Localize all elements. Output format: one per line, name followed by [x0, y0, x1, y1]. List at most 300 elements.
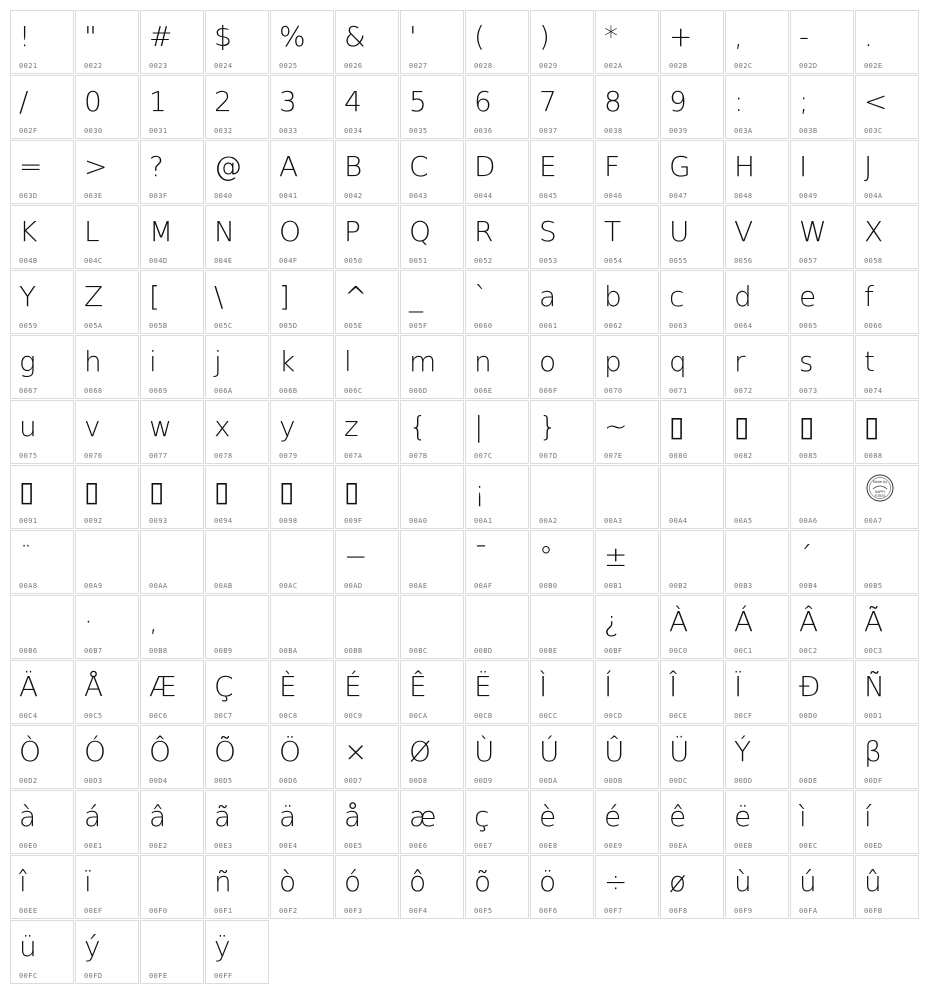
glyph-cell[interactable]: [465, 270, 529, 334]
glyph-char: [791, 466, 855, 518]
glyph-cell[interactable]: [530, 530, 594, 594]
glyph-code: 0027: [409, 62, 428, 70]
glyph-cell[interactable]: [335, 725, 399, 789]
glyph-cell[interactable]: [465, 595, 529, 659]
glyph-cell[interactable]: [270, 725, 334, 789]
glyph-cell[interactable]: [400, 140, 464, 204]
glyph-char: F: [604, 150, 621, 183]
glyph-cell[interactable]: [335, 660, 399, 724]
glyph-char: [: [149, 280, 160, 313]
glyph-char: Ê: [409, 670, 427, 703]
glyph-code: 002A: [604, 62, 623, 70]
glyph-cell[interactable]: [855, 855, 919, 919]
glyph-char: Æ: [149, 670, 177, 703]
glyph-code: 00B2: [669, 582, 688, 590]
glyph-code: 00C6: [149, 712, 168, 720]
glyph-char: [141, 531, 205, 583]
glyph-cell[interactable]: [530, 10, 594, 74]
glyph-cell[interactable]: [75, 790, 139, 854]
glyph-cell[interactable]: [75, 855, 139, 919]
glyph-code: 004E: [214, 257, 233, 265]
glyph-cell[interactable]: [790, 660, 854, 724]
glyph-cell[interactable]: [790, 335, 854, 399]
glyph-cell[interactable]: [725, 855, 789, 919]
glyph-cell[interactable]: [790, 465, 854, 529]
glyph-cell[interactable]: [725, 140, 789, 204]
glyph-cell[interactable]: [660, 855, 724, 919]
glyph-cell[interactable]: [140, 270, 204, 334]
glyph-cell[interactable]: [465, 10, 529, 74]
glyph-char: a: [539, 280, 557, 313]
glyph-char: °: [539, 540, 553, 573]
glyph-cell[interactable]: [660, 140, 724, 204]
glyph-cell[interactable]: [140, 855, 204, 919]
glyph-cell[interactable]: [855, 400, 919, 464]
glyph-code: 0052: [474, 257, 493, 265]
glyph-cell[interactable]: [530, 855, 594, 919]
glyph-cell[interactable]: [855, 205, 919, 269]
glyph-char: à: [19, 800, 37, 833]
glyph-cell[interactable]: [10, 465, 74, 529]
glyph-cell[interactable]: [725, 270, 789, 334]
glyph-cell[interactable]: [335, 270, 399, 334]
glyph-cell[interactable]: [205, 595, 269, 659]
glyph-cell[interactable]: [75, 465, 139, 529]
glyph-cell[interactable]: [270, 335, 334, 399]
glyph-cell[interactable]: [335, 595, 399, 659]
glyph-cell[interactable]: [725, 335, 789, 399]
glyph-cell[interactable]: [205, 725, 269, 789]
glyph-cell[interactable]: [400, 400, 464, 464]
glyph-cell[interactable]: [400, 790, 464, 854]
glyph-code: 0059: [19, 322, 38, 330]
glyph-cell[interactable]: [270, 400, 334, 464]
glyph-cell[interactable]: [725, 75, 789, 139]
glyph-cell[interactable]: [530, 205, 594, 269]
glyph-cell[interactable]: [270, 75, 334, 139]
glyph-char: ú: [799, 865, 817, 898]
glyph-cell[interactable]: [595, 725, 659, 789]
glyph-cell[interactable]: [10, 10, 74, 74]
glyph-char: Ü: [669, 735, 690, 768]
glyph-cell[interactable]: [75, 595, 139, 659]
glyph-cell[interactable]: [530, 75, 594, 139]
glyph-char: z: [344, 410, 359, 443]
glyph-cell[interactable]: [725, 10, 789, 74]
glyph-code: 0063: [669, 322, 688, 330]
glyph-code: 003F: [149, 192, 168, 200]
glyph-code: 00BA: [279, 647, 298, 655]
glyph-char: 5: [409, 85, 427, 118]
glyph-cell[interactable]: [75, 660, 139, 724]
glyph-cell[interactable]: [595, 335, 659, 399]
glyph-cell[interactable]: [660, 725, 724, 789]
glyph-cell[interactable]: [75, 140, 139, 204]
glyph-cell[interactable]: [205, 790, 269, 854]
glyph-cell[interactable]: [400, 855, 464, 919]
glyph-code: 0024: [214, 62, 233, 70]
glyph-cell[interactable]: [725, 660, 789, 724]
glyph-cell[interactable]: [465, 400, 529, 464]
glyph-code: 00A7: [864, 517, 883, 525]
glyph-cell[interactable]: [530, 400, 594, 464]
glyph-cell[interactable]: [205, 205, 269, 269]
glyph-cell[interactable]: [530, 725, 594, 789]
glyph-char: Ñ: [864, 670, 885, 703]
glyph-cell[interactable]: [335, 205, 399, 269]
glyph-cell[interactable]: [140, 530, 204, 594]
glyph-cell[interactable]: [10, 270, 74, 334]
glyph-char: @: [214, 150, 242, 183]
glyph-cell[interactable]: [790, 10, 854, 74]
glyph-cell[interactable]: [10, 140, 74, 204]
glyph-cell[interactable]: [205, 530, 269, 594]
glyph-cell[interactable]: [790, 790, 854, 854]
glyph-cell[interactable]: [725, 465, 789, 529]
glyph-cell[interactable]: [790, 75, 854, 139]
glyph-code: 00DF: [864, 777, 883, 785]
glyph-code: 0085: [799, 452, 818, 460]
glyph-cell[interactable]: [790, 140, 854, 204]
glyph-cell[interactable]: [140, 660, 204, 724]
glyph-cell[interactable]: [725, 790, 789, 854]
glyph-code: 00CE: [669, 712, 688, 720]
glyph-cell[interactable]: [140, 75, 204, 139]
glyph-cell[interactable]: [465, 335, 529, 399]
glyph-char: å: [344, 800, 362, 833]
glyph-code: 00C4: [19, 712, 38, 720]
glyph-code: 00E0: [19, 842, 38, 850]
glyph-cell[interactable]: [725, 725, 789, 789]
glyph-cell[interactable]: [270, 855, 334, 919]
glyph-cell[interactable]: [10, 335, 74, 399]
glyph-cell[interactable]: [855, 270, 919, 334]
glyph-cell[interactable]: [465, 790, 529, 854]
glyph-cell[interactable]: [400, 270, 464, 334]
glyph-char: [401, 466, 465, 518]
glyph-code: 0056: [734, 257, 753, 265]
glyph-char: ì: [799, 800, 807, 833]
glyph-cell[interactable]: [855, 140, 919, 204]
glyph-cell[interactable]: [75, 400, 139, 464]
glyph-code: 00EF: [84, 907, 103, 915]
glyph-cell[interactable]: [595, 465, 659, 529]
glyph-cell[interactable]: [140, 595, 204, 659]
glyph-cell[interactable]: [855, 660, 919, 724]
glyph-cell[interactable]: [335, 530, 399, 594]
glyph-cell[interactable]: [530, 595, 594, 659]
glyph-cell[interactable]: [465, 205, 529, 269]
glyph-cell[interactable]: [270, 465, 334, 529]
glyph-cell[interactable]: [660, 530, 724, 594]
glyph-cell[interactable]: [140, 790, 204, 854]
glyph-cell[interactable]: [790, 205, 854, 269]
glyph-char: Î: [669, 670, 678, 703]
glyph-cell[interactable]: [660, 790, 724, 854]
glyph-cell[interactable]: [205, 270, 269, 334]
glyph-cell[interactable]: [270, 595, 334, 659]
glyph-cell[interactable]: [595, 595, 659, 659]
glyph-cell[interactable]: [595, 530, 659, 594]
glyph-cell[interactable]: [10, 725, 74, 789]
glyph-code: 0066: [864, 322, 883, 330]
glyph-code: 0022: [84, 62, 103, 70]
glyph-char: k: [279, 345, 296, 378]
glyph-cell[interactable]: [400, 75, 464, 139]
glyph-cell[interactable]: [400, 660, 464, 724]
glyph-cell[interactable]: [270, 140, 334, 204]
glyph-code: 00F8: [669, 907, 688, 915]
glyph-cell[interactable]: [140, 335, 204, 399]
glyph-cell[interactable]: [790, 595, 854, 659]
glyph-cell[interactable]: [335, 790, 399, 854]
glyph-cell[interactable]: [790, 270, 854, 334]
glyph-cell[interactable]: [140, 920, 204, 984]
glyph-code: 00DA: [539, 777, 558, 785]
glyph-cell[interactable]: [400, 10, 464, 74]
glyph-char: Ô: [149, 735, 172, 768]
glyph-cell[interactable]: [10, 595, 74, 659]
glyph-cell[interactable]: [660, 205, 724, 269]
glyph-code: 00CA: [409, 712, 428, 720]
glyph-cell[interactable]: [465, 75, 529, 139]
glyph-code: 0048: [734, 192, 753, 200]
glyph-char: ü: [19, 930, 37, 963]
glyph-cell[interactable]: [530, 335, 594, 399]
glyph-char: Ò: [19, 735, 42, 768]
glyph-char: p: [604, 345, 622, 378]
glyph-code: 00A6: [799, 517, 818, 525]
glyph-cell[interactable]: [465, 725, 529, 789]
glyph-cell[interactable]: [205, 10, 269, 74]
glyph-cell[interactable]: [465, 465, 529, 529]
glyph-cell[interactable]: [10, 790, 74, 854]
glyph-cell[interactable]: [725, 400, 789, 464]
glyph-code: 00BF: [604, 647, 623, 655]
glyph-cell[interactable]: [465, 140, 529, 204]
glyph-cell[interactable]: [855, 465, 919, 529]
glyph-cell[interactable]: [660, 660, 724, 724]
glyph-code: 0073: [799, 387, 818, 395]
glyph-cell[interactable]: [725, 530, 789, 594]
glyph-char: Ó: [84, 735, 107, 768]
glyph-cell[interactable]: [75, 530, 139, 594]
glyph-code: 0080: [669, 452, 688, 460]
glyph-cell[interactable]: [530, 270, 594, 334]
glyph-code: 0041: [279, 192, 298, 200]
glyph-cell[interactable]: [140, 140, 204, 204]
glyph-char: Í: [604, 670, 613, 703]
glyph-cell[interactable]: [595, 660, 659, 724]
glyph-cell[interactable]: [335, 465, 399, 529]
glyph-cell[interactable]: [790, 855, 854, 919]
glyph-cell[interactable]: [75, 335, 139, 399]
glyph-cell[interactable]: [660, 400, 724, 464]
glyph-cell[interactable]: [10, 660, 74, 724]
glyph-cell[interactable]: [10, 920, 74, 984]
glyph-cell[interactable]: [140, 465, 204, 529]
glyph-char: m: [409, 345, 437, 378]
glyph-cell[interactable]: [530, 465, 594, 529]
glyph-cell[interactable]: [595, 790, 659, 854]
glyph-cell[interactable]: [855, 335, 919, 399]
glyph-code: 0061: [539, 322, 558, 330]
glyph-cell[interactable]: [335, 10, 399, 74]
glyph-char: c: [669, 280, 685, 313]
glyph-cell[interactable]: [855, 530, 919, 594]
glyph-cell[interactable]: [400, 205, 464, 269]
glyph-cell[interactable]: [205, 75, 269, 139]
glyph-cell[interactable]: [270, 10, 334, 74]
glyph-cell[interactable]: [335, 335, 399, 399]
glyph-char: \: [214, 280, 224, 313]
glyph-code: 00C5: [84, 712, 103, 720]
glyph-char: ,: [149, 605, 158, 638]
glyph-char: }: [539, 410, 557, 443]
glyph-char: ·: [84, 605, 93, 638]
glyph-cell[interactable]: [10, 400, 74, 464]
glyph-cell[interactable]: [205, 400, 269, 464]
glyph-cell[interactable]: [75, 920, 139, 984]
glyph-char: u: [19, 410, 37, 443]
glyph-cell[interactable]: [270, 270, 334, 334]
glyph-cell[interactable]: [400, 595, 464, 659]
glyph-char: +: [669, 20, 693, 53]
glyph-cell[interactable]: [140, 725, 204, 789]
glyph-code: 00A4: [669, 517, 688, 525]
glyph-cell[interactable]: [660, 465, 724, 529]
glyph-cell[interactable]: [335, 140, 399, 204]
glyph-cell[interactable]: [465, 855, 529, 919]
glyph-cell[interactable]: [10, 855, 74, 919]
glyph-cell[interactable]: [725, 595, 789, 659]
glyph-cell[interactable]: [10, 205, 74, 269]
glyph-char: I: [799, 150, 808, 183]
glyph-code: 00B7: [84, 647, 103, 655]
glyph-cell[interactable]: [400, 725, 464, 789]
glyph-cell[interactable]: [205, 335, 269, 399]
glyph-code: 0035: [409, 127, 428, 135]
glyph-cell[interactable]: [270, 790, 334, 854]
glyph-cell[interactable]: [855, 75, 919, 139]
glyph-code: 00BD: [474, 647, 493, 655]
glyph-cell[interactable]: [465, 530, 529, 594]
glyph-cell[interactable]: [205, 465, 269, 529]
glyph-cell[interactable]: [660, 75, 724, 139]
glyph-cell[interactable]: [140, 400, 204, 464]
glyph-cell[interactable]: [530, 140, 594, 204]
glyph-code: 0023: [149, 62, 168, 70]
glyph-cell[interactable]: [10, 530, 74, 594]
glyph-cell[interactable]: [725, 205, 789, 269]
glyph-code: 0025: [279, 62, 298, 70]
glyph-code: 00D3: [84, 777, 103, 785]
glyph-cell[interactable]: [75, 270, 139, 334]
glyph-cell[interactable]: [205, 920, 269, 984]
glyph-cell[interactable]: [595, 10, 659, 74]
glyph-cell[interactable]: [400, 530, 464, 594]
glyph-code: 00A9: [84, 582, 103, 590]
glyph-cell[interactable]: [75, 205, 139, 269]
glyph-cell[interactable]: [270, 660, 334, 724]
glyph-cell[interactable]: [790, 725, 854, 789]
glyph-code: 00C3: [864, 647, 883, 655]
glyph-cell[interactable]: [75, 75, 139, 139]
glyph-cell[interactable]: [660, 10, 724, 74]
glyph-cell[interactable]: [335, 75, 399, 139]
glyph-code: 00D9: [474, 777, 493, 785]
glyph-cell[interactable]: [855, 725, 919, 789]
glyph-cell[interactable]: [595, 855, 659, 919]
glyph-code: 0049: [799, 192, 818, 200]
glyph-char: ¿: [604, 605, 620, 638]
glyph-code: 007A: [344, 452, 363, 460]
glyph-cell[interactable]: [400, 465, 464, 529]
glyph-cell[interactable]: [270, 530, 334, 594]
glyph-code: 002D: [799, 62, 818, 70]
glyph-char: Ç: [214, 670, 234, 703]
glyph-cell[interactable]: [75, 10, 139, 74]
glyph-char: [661, 466, 725, 518]
glyph-code: 00AF: [474, 582, 493, 590]
glyph-cell[interactable]: [855, 595, 919, 659]
glyph-cell[interactable]: [75, 725, 139, 789]
glyph-cell[interactable]: [335, 855, 399, 919]
glyph-cell[interactable]: [595, 205, 659, 269]
glyph-cell[interactable]: [595, 75, 659, 139]
glyph-char: T: [604, 215, 622, 248]
glyph-cell[interactable]: [205, 660, 269, 724]
glyph-code: 0047: [669, 192, 688, 200]
glyph-code: 00A3: [604, 517, 623, 525]
glyph-cell[interactable]: [595, 140, 659, 204]
glyph-code: 0065: [799, 322, 818, 330]
glyph-cell[interactable]: [595, 400, 659, 464]
glyph-char: S: [539, 215, 557, 248]
glyph-cell[interactable]: [660, 270, 724, 334]
glyph-cell[interactable]: [790, 400, 854, 464]
glyph-cell[interactable]: [855, 10, 919, 74]
glyph-cell[interactable]: [465, 660, 529, 724]
glyph-code: 00AB: [214, 582, 233, 590]
glyph-cell[interactable]: [530, 790, 594, 854]
glyph-cell[interactable]: [270, 205, 334, 269]
glyph-char: ë: [734, 800, 752, 833]
glyph-cell[interactable]: [140, 10, 204, 74]
glyph-code: 002F: [19, 127, 38, 135]
glyph-cell[interactable]: [400, 335, 464, 399]
glyph-cell[interactable]: [205, 140, 269, 204]
glyph-char: Û: [604, 735, 625, 768]
glyph-cell[interactable]: [595, 270, 659, 334]
glyph-char: [336, 596, 400, 648]
glyph-cell[interactable]: [140, 205, 204, 269]
glyph-code: 004F: [279, 257, 298, 265]
glyph-cell[interactable]: [530, 660, 594, 724]
glyph-cell[interactable]: [790, 530, 854, 594]
glyph-cell[interactable]: [205, 855, 269, 919]
glyph-code: 00D2: [19, 777, 38, 785]
glyph-cell[interactable]: [335, 400, 399, 464]
glyph-cell[interactable]: [660, 335, 724, 399]
glyph-cell[interactable]: [855, 790, 919, 854]
glyph-char: V: [734, 215, 754, 248]
glyph-cell[interactable]: [660, 595, 724, 659]
glyph-char: [76, 531, 140, 583]
glyph-char: [401, 596, 465, 648]
glyph-char: G: [669, 150, 691, 183]
glyph-cell[interactable]: [10, 75, 74, 139]
